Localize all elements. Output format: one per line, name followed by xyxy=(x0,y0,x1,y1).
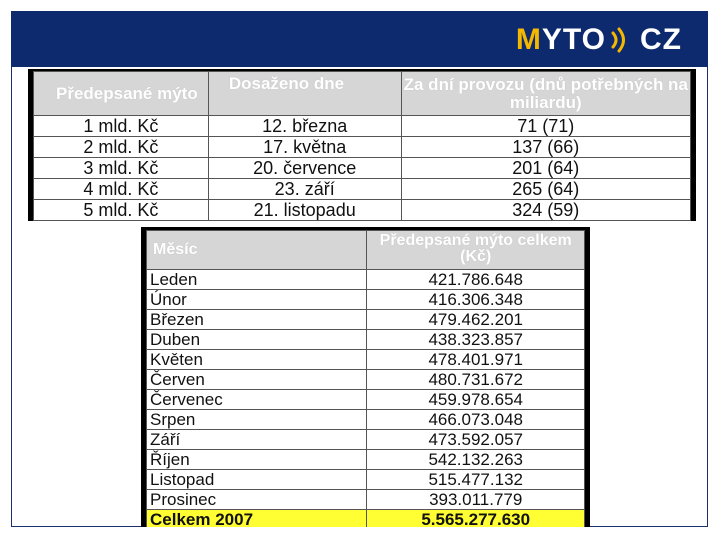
table-row xyxy=(147,430,585,450)
month-cell: Prosinec xyxy=(147,490,367,510)
table-row xyxy=(147,370,585,390)
table-row xyxy=(147,270,585,290)
amount-cell: 473.592.057 xyxy=(367,430,585,450)
table-header-row xyxy=(34,72,691,116)
column-header: Předepsané mýto xyxy=(34,72,209,116)
amount-cell: 421.786.648 xyxy=(367,270,585,290)
table-cell: 5 mld. Kč xyxy=(34,200,209,221)
table-cell: 3 mld. Kč xyxy=(34,158,209,179)
amount-cell: 459.978.654 xyxy=(367,390,585,410)
month-cell: Duben xyxy=(147,330,367,350)
table-cell: 1 mld. Kč xyxy=(34,116,209,137)
amount-cell: 480.731.672 xyxy=(367,370,585,390)
amount-cell: 393.011.779 xyxy=(367,490,585,510)
table-row xyxy=(34,179,691,200)
column-header: Předepsané mýto celkem (Kč) xyxy=(367,231,585,270)
month-cell: Květen xyxy=(147,350,367,370)
month-cell: Říjen xyxy=(147,450,367,470)
month-cell: Únor xyxy=(147,290,367,310)
month-cell: Červenec xyxy=(147,390,367,410)
table-cell: 201 (64) xyxy=(401,158,690,179)
month-cell: Leden xyxy=(147,270,367,290)
table-cell: 71 (71) xyxy=(401,116,690,137)
month-cell: Srpen xyxy=(147,410,367,430)
total-row xyxy=(147,510,585,528)
logo-text-cz: CZ xyxy=(640,23,682,56)
signal-waves-icon xyxy=(610,25,630,55)
table-row xyxy=(147,450,585,470)
table-row xyxy=(34,158,691,179)
table-row xyxy=(34,200,691,221)
amount-cell: 478.401.971 xyxy=(367,350,585,370)
column-header: Měsíc xyxy=(147,231,367,270)
logo-text-yto: YTO xyxy=(541,23,606,56)
table-row xyxy=(147,410,585,430)
table-cell: 4 mld. Kč xyxy=(34,179,209,200)
amount-cell: 515.477.132 xyxy=(367,470,585,490)
table-cell: 17. května xyxy=(208,137,401,158)
logo-text-m: M xyxy=(515,23,542,56)
table-cell: 265 (64) xyxy=(401,179,690,200)
table-row xyxy=(34,116,691,137)
header-bar xyxy=(11,11,708,67)
table-row xyxy=(147,470,585,490)
month-cell: Listopad xyxy=(147,470,367,490)
month-cell: Březen xyxy=(147,310,367,330)
table-header-row xyxy=(147,231,585,270)
column-header: Za dní provozu (dnů potřebných na miliardu) xyxy=(401,72,690,116)
amount-cell: 416.306.348 xyxy=(367,290,585,310)
table-row xyxy=(147,490,585,510)
month-cell: Červen xyxy=(147,370,367,390)
amount-cell: 479.462.201 xyxy=(367,310,585,330)
table-cell: 324 (59) xyxy=(401,200,690,221)
table-cell: 21. listopadu xyxy=(208,200,401,221)
table-row xyxy=(34,137,691,158)
monthly-table-frame xyxy=(141,227,590,527)
monthly-table xyxy=(146,230,585,527)
table-cell: 23. září xyxy=(208,179,401,200)
table-cell: 12. března xyxy=(208,116,401,137)
table-row xyxy=(147,390,585,410)
amount-cell: 438.323.857 xyxy=(367,330,585,350)
table-row xyxy=(147,290,585,310)
milestones-table-frame xyxy=(28,69,696,221)
amount-cell: 542.132.263 xyxy=(367,450,585,470)
month-cell: Září xyxy=(147,430,367,450)
table-cell: 137 (66) xyxy=(401,137,690,158)
total-label: Celkem 2007 xyxy=(147,510,367,528)
table-row xyxy=(147,310,585,330)
myto-logo xyxy=(516,25,682,55)
amount-cell: 466.073.048 xyxy=(367,410,585,430)
table-cell: 20. července xyxy=(208,158,401,179)
table-cell: 2 mld. Kč xyxy=(34,137,209,158)
table-row xyxy=(147,330,585,350)
total-amount: 5.565.277.630 xyxy=(367,510,585,528)
milestones-table xyxy=(33,71,691,221)
table-row xyxy=(147,350,585,370)
column-header: Dosaženo dne xyxy=(208,72,401,116)
